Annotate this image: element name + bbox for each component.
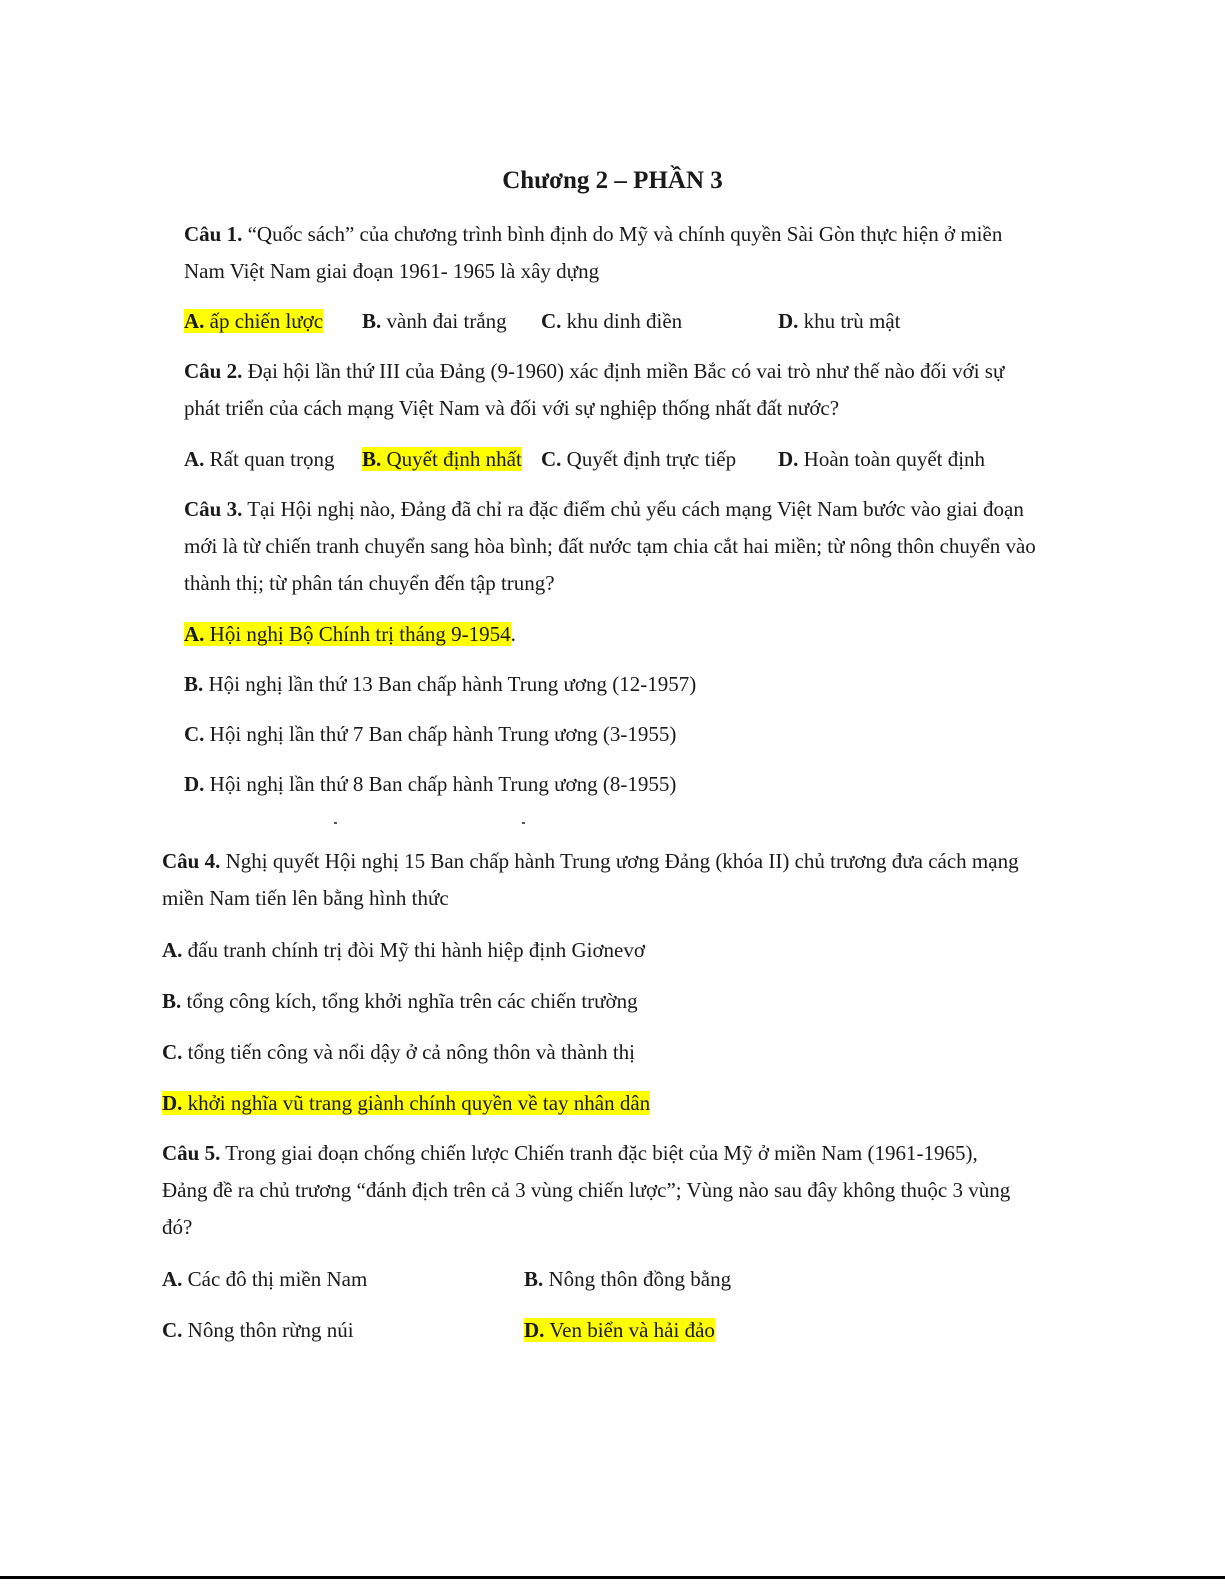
question-text: Đại hội lần thứ III của Đảng (9-1960) xác định miền Bắc có vai trò như thế nào đối với sự (247, 359, 1005, 383)
question-text: Nam Việt Nam giai đoạn 1961- 1965 là xây dựng (184, 259, 600, 283)
option-1a[interactable]: A. ấp chiến lược (184, 309, 324, 333)
question-text: mới là từ chiến tranh chuyển sang hòa bình; đất nước tạm chia cắt hai miền; từ nông thôn chuyển vào (184, 534, 1036, 558)
option-4c[interactable]: C. tổng tiến công và nổi dậy ở cả nông thôn và thành thị (162, 1040, 636, 1064)
question-text: phát triển của cách mạng Việt Nam và đối với sự nghiệp thống nhất đất nước? (184, 396, 840, 420)
option-4a[interactable]: A. đấu tranh chính trị đòi Mỹ thi hành hiệp định Giơnevơ (162, 938, 645, 962)
option-1c[interactable]: C. khu dinh điền (541, 309, 683, 333)
question-text: đó? (162, 1215, 193, 1239)
question-line (184, 353, 1004, 390)
question-line (162, 843, 1019, 880)
scan-mark (334, 822, 337, 824)
option-2d[interactable]: D. Hoàn toàn quyết định (778, 447, 986, 471)
question-line (184, 216, 1002, 253)
question-text: Đảng đề ra chủ trương “đánh địch trên cả 3 vùng chiến lược”; Vùng nào sau đây không thuộc 3 vùng (162, 1178, 1011, 1202)
question-1 (184, 216, 1002, 290)
question-2 (184, 353, 1004, 427)
scan-mark (522, 822, 525, 824)
question-line (184, 491, 1036, 528)
option-5c[interactable]: C. Nông thôn rừng núi (162, 1318, 354, 1342)
question-label: Câu 5. (162, 1141, 221, 1165)
option-3a[interactable]: A. Hội nghị Bộ Chính trị tháng 9-1954. (184, 622, 516, 646)
option-4d[interactable]: D. khởi nghĩa vũ trang giành chính quyền về tay nhân dân (162, 1091, 651, 1115)
option-2a[interactable]: A. Rất quan trọng (184, 447, 335, 471)
option-3b[interactable]: B. Hội nghị lần thứ 13 Ban chấp hành Trung ương (12-1957) (184, 672, 697, 696)
page-bottom-border (0, 1576, 1225, 1579)
question-5 (162, 1135, 1010, 1246)
option-5a[interactable]: A. Các đô thị miền Nam (162, 1267, 368, 1291)
question-text: Tại Hội nghị nào, Đảng đã chỉ ra đặc điểm chủ yếu cách mạng Việt Nam bước vào giai đoạn (247, 497, 1024, 521)
option-5b[interactable]: B. Nông thôn đồng bằng (524, 1267, 732, 1291)
question-text: Nghị quyết Hội nghị 15 Ban chấp hành Trung ương Đảng (khóa II) chủ trương đưa cách mạng (225, 849, 1019, 873)
question-label: Câu 3. (184, 497, 243, 521)
question-text: Trong giai đoạn chống chiến lược Chiến tranh đặc biệt của Mỹ ở miền Nam (1961-1965), (225, 1141, 978, 1165)
option-2b[interactable]: B. Quyết định nhất (362, 447, 522, 471)
question-label: Câu 4. (162, 849, 221, 873)
page-title: Chương 2 – PHẦN 3 (502, 167, 723, 194)
question-label: Câu 2. (184, 359, 243, 383)
option-3c[interactable]: C. Hội nghị lần thứ 7 Ban chấp hành Trung ương (3-1955) (184, 722, 677, 746)
question-label: Câu 1. (184, 222, 243, 246)
question-text: “Quốc sách” của chương trình bình định do Mỹ và chính quyền Sài Gòn thực hiện ở miền (247, 222, 1003, 246)
option-4b[interactable]: B. tổng công kích, tổng khởi nghĩa trên các chiến trường (162, 989, 638, 1013)
question-text: thành thị; từ phân tán chuyển đến tập trung? (184, 571, 555, 595)
option-3d[interactable]: D. Hội nghị lần thứ 8 Ban chấp hành Trung ương (8-1955) (184, 772, 677, 796)
option-1d[interactable]: D. khu trù mật (778, 309, 901, 333)
option-1b[interactable]: B. vành đai trắng (362, 309, 507, 333)
option-2c[interactable]: C. Quyết định trực tiếp (541, 447, 737, 471)
question-4 (162, 843, 1019, 917)
option-5d[interactable]: D. Ven biển và hải đảo (524, 1318, 715, 1342)
question-line (162, 1135, 1010, 1172)
question-3 (184, 491, 1036, 602)
question-text: miền Nam tiến lên bằng hình thức (162, 886, 449, 910)
